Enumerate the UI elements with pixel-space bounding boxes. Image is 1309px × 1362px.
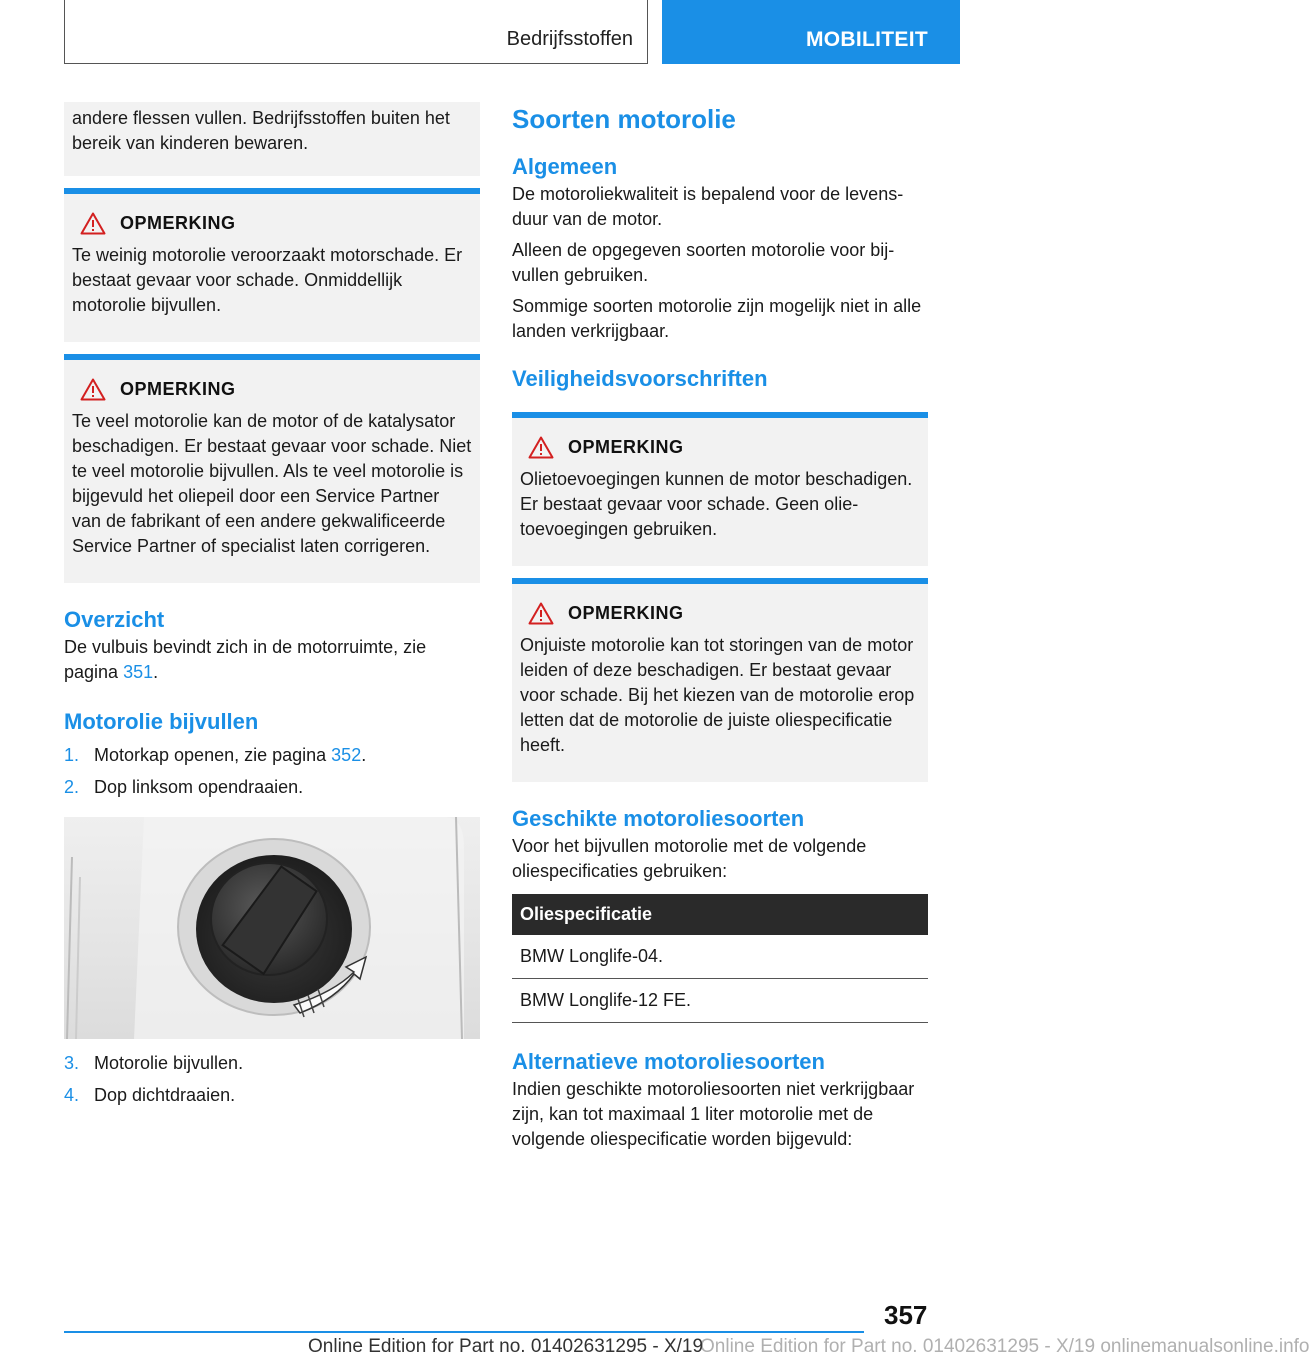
table-cell: BMW Longlife-12 FE. (512, 979, 928, 1023)
general-text: Alleen de opgegeven soorten motorolie voor bijvullen gebruiken. (512, 240, 895, 285)
notice-box (512, 412, 928, 566)
warning-triangle-icon (528, 602, 554, 625)
table-row (512, 935, 928, 979)
page-section-title: Soorten motorolie (512, 104, 736, 134)
right-column (512, 102, 928, 1152)
notice-text: Onjuiste motorolie kan tot storingen van de motor leiden of deze beschadigen. Er bestaat gevaar voor schade. Bij het kiezen van de motorolie erop letten dat de motorolie de juiste oliespecificatie heeft. (520, 635, 915, 755)
notice-box (64, 354, 480, 583)
header-chapter-title: MOBILITEIT (806, 28, 928, 51)
alternative-heading: Alternatieve motoroliesoorten (512, 1049, 825, 1074)
step-text: Dop linksom opendraaien. (94, 777, 304, 797)
table-cell: BMW Longlife-04. (512, 935, 928, 979)
watermark: Online Edition for Part no. 01402631295 - X/19 onlinemanualsonline.info (700, 1336, 1309, 1357)
edition-text: Online Edition for Part no. 01402631295 - X/19 (308, 1336, 704, 1357)
oil-spec-table (512, 894, 928, 1023)
notice-title: OPMERKING (568, 603, 684, 623)
step-number: 2. (64, 777, 80, 797)
page-link[interactable]: 352 (331, 745, 362, 765)
notice-box (64, 188, 480, 342)
oil-filler-cap-photo (64, 817, 480, 1039)
step-number: 3. (64, 1053, 80, 1073)
safety-heading: Veiligheidsvoorschriften (512, 366, 768, 391)
list-item (64, 775, 480, 800)
general-text: Sommige soorten motorolie zijn mogelijk niet in alle landen verkrijgbaar. (512, 296, 922, 341)
header-chapter-tab (662, 0, 960, 64)
notice-box (512, 578, 928, 782)
alternative-text: Indien geschikte motoroliesoorten niet verkrijgbaar zijn, kan tot maximaal 1 liter motorolie met de volgende oliespecificatie worden bijgevuld: (512, 1079, 915, 1149)
header-section-tab (64, 0, 648, 64)
overview-heading: Overzicht (64, 607, 165, 632)
list-item (64, 1051, 480, 1076)
refill-heading: Motorolie bijvullen (64, 709, 259, 734)
intro-box (64, 102, 480, 176)
notice-text: Te weinig motorolie veroorzaakt motorschade. Er bestaat gevaar voor schade. Onmiddellijk motorolie bijvullen. (72, 245, 463, 315)
general-text: De motoroliekwaliteit is bepalend voor de levensduur van de motor. (512, 184, 904, 229)
notice-title: OPMERKING (568, 437, 684, 457)
notice-text: Te veel motorolie kan de motor of de katalysator beschadigen. Er bestaat gevaar voor schade. Niet te veel motorolie bijvullen. Als te veel motorolie is bijgevuld het oliepeil door een Service Partner van de fabrikant of een andere gekwalificeerde Service Partner of specialist laten corrigeren. (72, 411, 472, 556)
page-number: 357 (884, 1300, 928, 1330)
left-column (64, 102, 480, 1115)
step-number: 1. (64, 745, 80, 765)
list-item: 1. Motorkap openen, zie pagina 352. (64, 743, 480, 768)
warning-triangle-icon (80, 212, 106, 235)
warning-triangle-icon (528, 436, 554, 459)
refill-steps-b (64, 1051, 480, 1108)
step-number: 4. (64, 1085, 80, 1105)
general-heading: Algemeen (512, 154, 618, 179)
intro-text: andere flessen vullen. Bedrijfsstoffen buiten het bereik van kinderen bewaren. (72, 108, 450, 153)
suitable-heading: Geschikte motoroliesoorten (512, 806, 805, 831)
notice-title: OPMERKING (120, 379, 236, 399)
table-row (512, 979, 928, 1023)
warning-triangle-icon (80, 378, 106, 401)
table-header: Oliespecificatie (512, 894, 928, 935)
overview-text: De vulbuis bevindt zich in de motorruimte, zie pagina 351. (64, 637, 427, 682)
suitable-text: Voor het bijvullen motorolie met de volgende oliespecificaties gebruiken: (512, 836, 867, 881)
step-text: Motorolie bijvullen. (94, 1053, 244, 1073)
step-text: Dop dichtdraaien. (94, 1085, 236, 1105)
notice-title: OPMERKING (120, 213, 236, 233)
refill-steps-a (64, 743, 480, 800)
header-section-title: Bedrijfsstoffen (506, 28, 633, 50)
notice-text: Olietoevoegingen kunnen de motor beschadigen. Er bestaat gevaar voor schade. Geen olietoevoegingen gebruiken. (520, 469, 913, 539)
page-link[interactable]: 351 (123, 662, 154, 682)
footer-divider (64, 1331, 864, 1333)
list-item (64, 1083, 480, 1108)
